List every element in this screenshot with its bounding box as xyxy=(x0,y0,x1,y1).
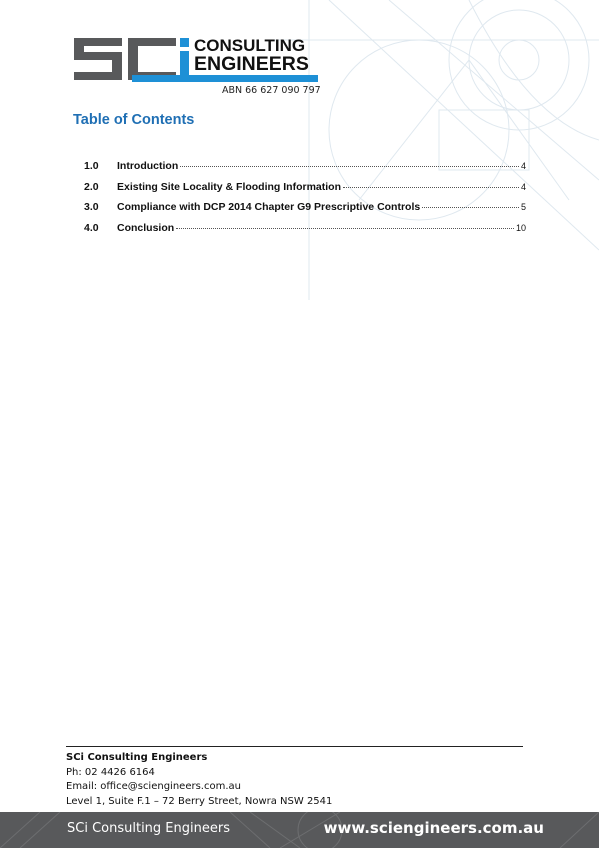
footer-phone: Ph: 02 4426 6164 xyxy=(66,766,155,778)
toc-entry-number: 2.0 xyxy=(84,180,99,193)
footer-address: Level 1, Suite F.1 – 72 Berry Street, Nowra NSW 2541 xyxy=(66,795,333,807)
toc-entry-conclusion[interactable] xyxy=(84,222,526,243)
footer-email: Email: office@sciengineers.com.au xyxy=(66,781,241,792)
toc-entry-page: 4 xyxy=(520,181,526,192)
toc-entry-page: 10 xyxy=(515,222,526,233)
footer-divider xyxy=(66,746,523,747)
table-of-contents xyxy=(84,160,526,242)
toc-entry-page: 5 xyxy=(520,202,526,212)
footer-company-name: SCi Consulting Engineers xyxy=(66,752,208,763)
toc-entry-site-locality[interactable] xyxy=(84,181,526,202)
toc-title: Table of Contents xyxy=(73,112,195,128)
footer-band xyxy=(0,812,599,848)
toc-entry-compliance[interactable] xyxy=(84,201,526,222)
logo-text-engineers: ENGINEERS xyxy=(194,53,309,75)
toc-entry-number: 4.0 xyxy=(84,221,99,234)
toc-entry-title: Compliance with DCP 2014 Chapter G9 Prescriptive Controls xyxy=(117,201,421,213)
abn-number: ABN 66 627 090 797 xyxy=(222,85,321,96)
footer-contact-block xyxy=(66,751,332,809)
toc-entry-title: Existing Site Locality & Flooding Information xyxy=(117,180,342,193)
footer-website-link[interactable]: www.sciengineers.com.au xyxy=(323,819,544,837)
toc-leader-dots xyxy=(422,207,519,208)
toc-leader-dots xyxy=(176,228,514,229)
toc-entry-title: Conclusion xyxy=(117,221,175,234)
toc-entry-number: 3.0 xyxy=(84,201,99,213)
toc-entry-introduction[interactable] xyxy=(84,160,526,181)
toc-leader-dots xyxy=(343,187,519,188)
toc-entry-page: 4 xyxy=(520,161,526,171)
toc-entry-number: 1.0 xyxy=(84,160,99,172)
logo-text-consulting: CONSULTING xyxy=(194,36,306,55)
toc-entry-title: Introduction xyxy=(117,160,179,172)
toc-leader-dots xyxy=(180,166,519,167)
footer-band-company: SCi Consulting Engineers xyxy=(67,821,230,836)
